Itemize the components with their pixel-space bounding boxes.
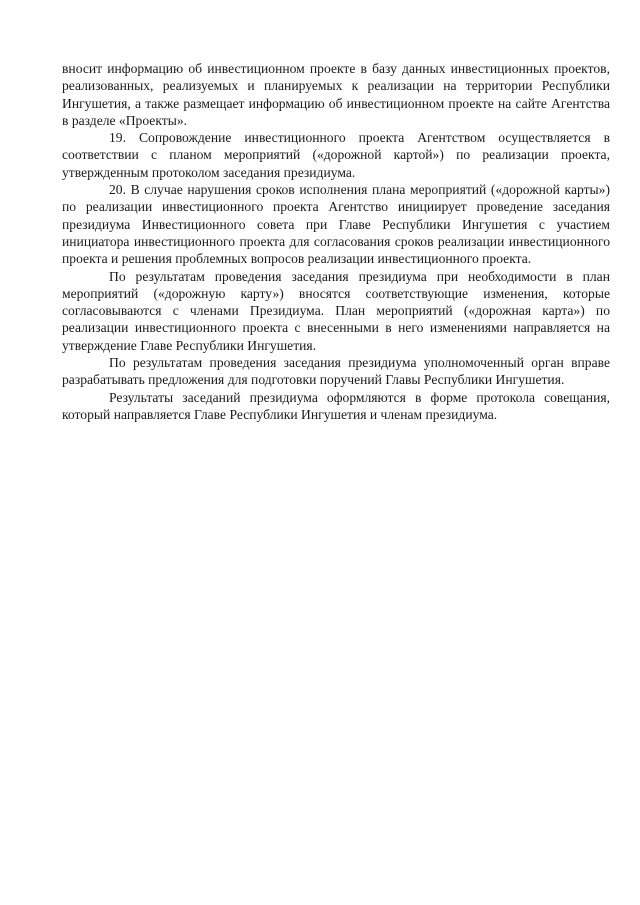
paragraph-continuation: вносит информацию об инвестиционном проекте в базу данных инвестиционных проектов, реализованных, реализуемых и планируемых к реализации на территории Республики Ингушетия, а также размещает информацию об инвестиционном проекте на сайте Агентства в разделе «Проекты». (62, 61, 610, 128)
document-page (62, 60, 610, 423)
paragraph-roadmap-changes: По результатам проведения заседания президиума при необходимости в план мероприятий («дорожную карту») вносятся соответствующие изменения, которые согласовываются с членами Президиума. План мероприятий («дорожная карта») по реализации инвестиционного проекта с внесенными в него изменениями направляется на утверждение Главе Республики Ингушетия. (62, 268, 610, 353)
paragraph-item-19: 19. Сопровождение инвестиционного проекта Агентством осуществляется в соответствии с планом мероприятий («дорожной картой») по реализации проекта, утвержденным протоколом заседания президиума. (62, 130, 610, 180)
paragraph-authorized-body-proposals: По результатам проведения заседания президиума уполномоченный орган вправе разрабатывать предложения для подготовки поручений Главы Республики Ингушетия. (62, 355, 610, 388)
paragraph-meeting-results: Результаты заседаний президиума оформляются в форме протокола совещания, который направляется Главе Республики Ингушетия и членам президиума. (62, 389, 610, 422)
paragraph-item-20: 20. В случае нарушения сроков исполнения плана мероприятий («дорожной карты») по реализации инвестиционного проекта Агентство инициирует проведение заседания президиума Инвестиционного совета при Главе Республики Ингушетия с участием инициатора инвестиционного проекта для согласования сроков реализации инвестиционного проекта и решения проблемных вопросов реализации инвестиционного проекта. (62, 182, 610, 267)
